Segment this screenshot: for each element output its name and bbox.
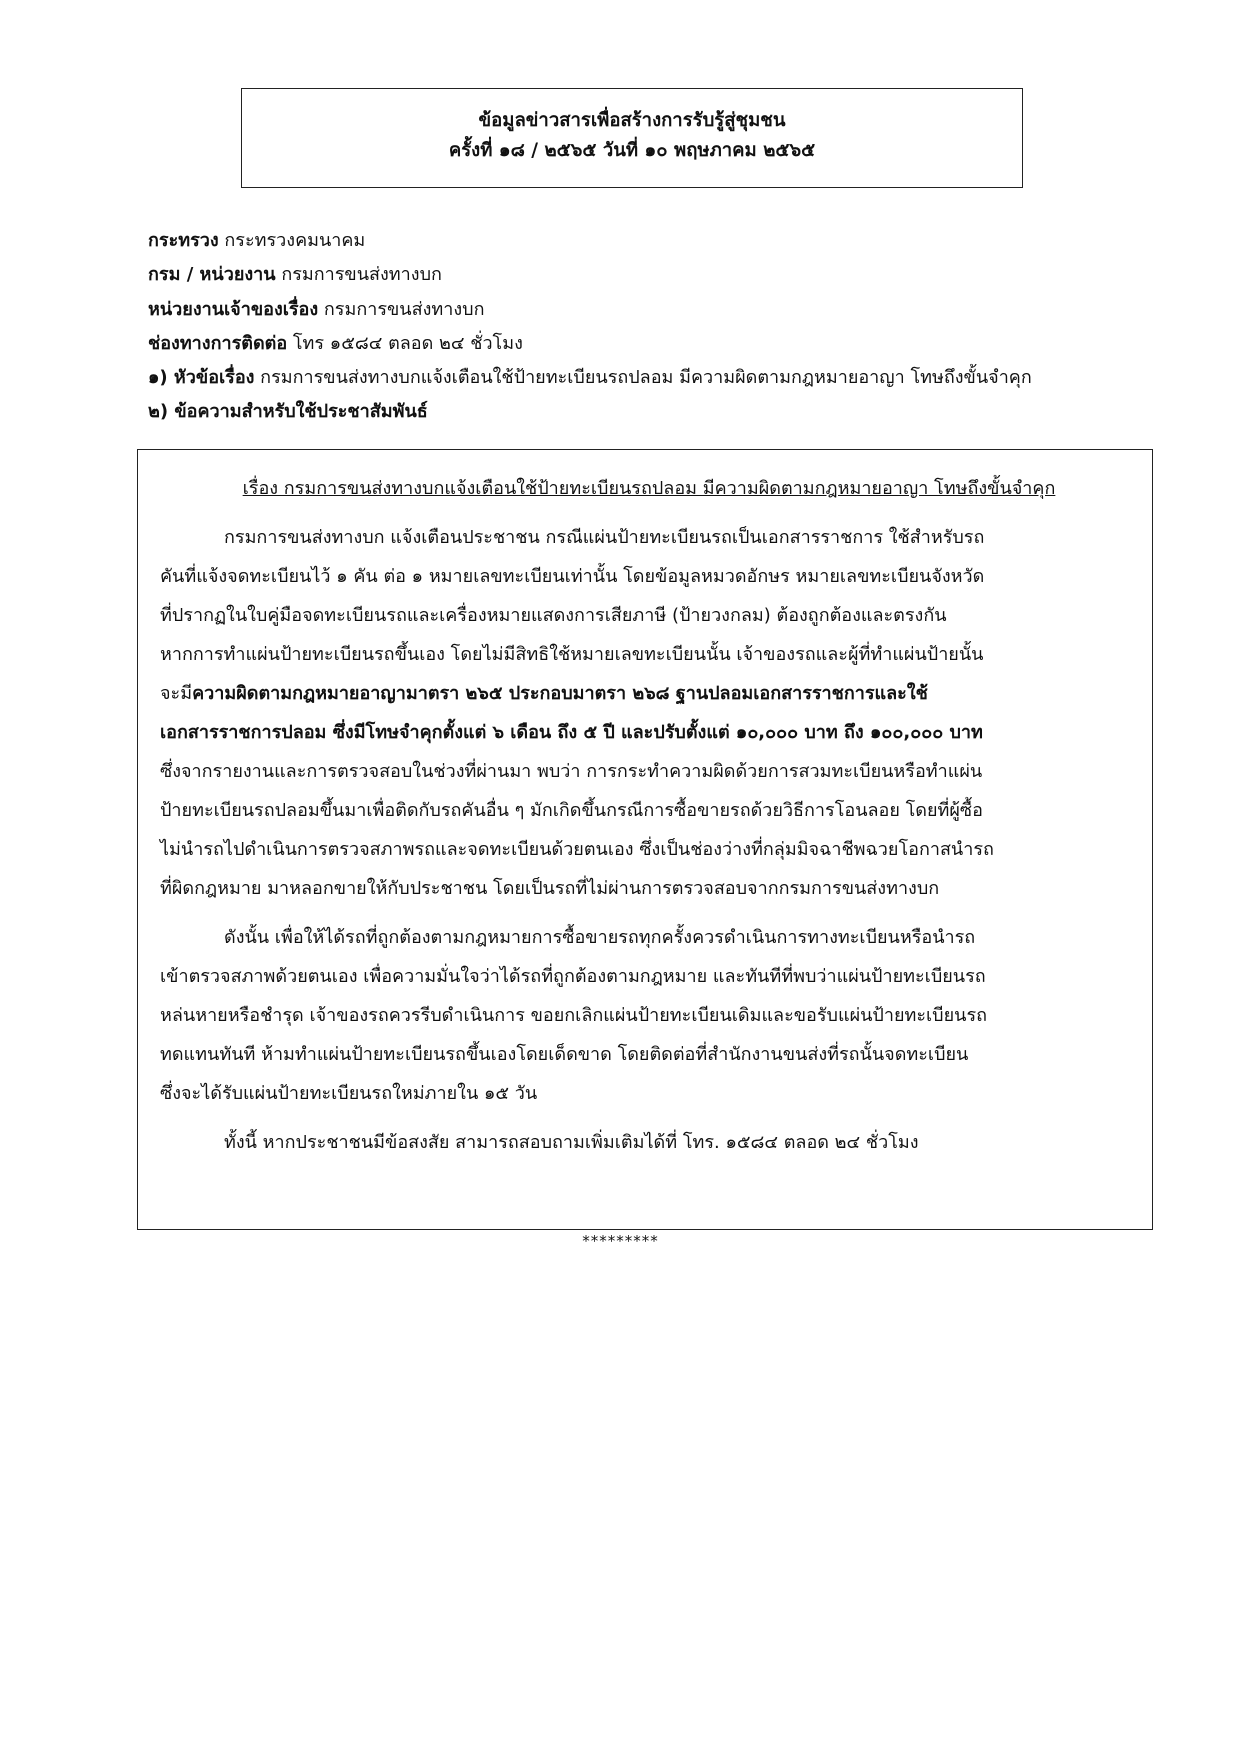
meta-topic-value: กรมการขนส่งทางบกแจ้งเตือนใช้ป้ายทะเบียนรถปลอม มีความผิดตามกฎหมายอาญา โทษถึงขั้นจำคุก <box>260 367 1032 389</box>
paragraph-line: ซึ่งจากรายงานและการตรวจสอบในช่วงที่ผ่านมา พบว่า การกระทำความผิดด้วยการสวมทะเบียนหรือทำแผ่น <box>160 761 983 782</box>
meta-contact-label: ช่องทางการติดต่อ <box>148 332 288 354</box>
paragraph-line: กรมการขนส่งทางบก แจ้งเตือนประชาชน กรณีแผ่นป้ายทะเบียนรถเป็นเอกสารราชการ ใช้สำหรับรถ <box>224 527 985 548</box>
meta-ministry-value: กระทรวงคมนาคม <box>224 230 366 251</box>
meta-department-value: กรมการขนส่งทางบก <box>281 264 442 286</box>
document-title-box <box>241 88 1023 188</box>
meta-owner <box>148 293 1148 327</box>
paragraph-line <box>160 674 1138 713</box>
penalty-text: เอกสารราชการปลอม ซึ่งมีโทษจำคุกตั้งแต่ ๖ เดือน ถึง ๕ ปี และปรับตั้งแต่ ๑๐,๐๐๐ บาท ถึง ๑๐๐,๐๐๐ บาท <box>160 722 983 743</box>
meta-contact-value: โทร ๑๕๘๔ ตลอด ๒๔ ชั่วโมง <box>292 332 523 354</box>
meta-pr-label: ๒) ข้อความสำหรับใช้ประชาสัมพันธ์ <box>148 401 428 423</box>
closing-paragraph: ทั้งนี้ หากประชาชนมีข้อสงสัย สามารถสอบถามเพิ่มเติมได้ที่ โทร. ๑๕๘๔ ตลอด ๒๔ ชั่วโมง <box>224 1132 919 1153</box>
meta-contact <box>148 327 1148 361</box>
paragraph-line: เข้าตรวจสภาพด้วยตนเอง เพื่อความมั่นใจว่าได้รถที่ถูกต้องตามกฎหมาย และทันทีที่พบว่าแผ่นป้ายทะเบียนรถ <box>160 966 986 987</box>
document-title: ข้อมูลข่าวสารเพื่อสร้างการรับรู้สู่ชุมชน <box>478 110 786 131</box>
paragraph-line: ซึ่งจะได้รับแผ่นป้ายทะเบียนรถใหม่ภายใน ๑๕ วัน <box>160 1083 538 1104</box>
paragraph-line: หากการทำแผ่นป้ายทะเบียนรถขึ้นเอง โดยไม่มีสิทธิใช้หมายเลขทะเบียนนั้น เจ้าของรถและผู้ที่ทำแผ่นป้ายนั้น <box>160 644 984 665</box>
paragraph-line: ดังนั้น เพื่อให้ได้รถที่ถูกต้องตามกฎหมายการซื้อขายรถทุกครั้งควรดำเนินการทางทะเบียนหรือนำรถ <box>224 927 976 948</box>
penalty-text: ความผิดตามกฎหมายอาญามาตรา ๒๖๕ ประกอบมาตรา ๒๖๘ ฐานปลอมเอกสารราชการและใช้ <box>192 683 928 704</box>
paragraph-line <box>160 713 1138 752</box>
paragraph-line: ทดแทนทันที ห้ามทำแผ่นป้ายทะเบียนรถขึ้นเองโดยเด็ดขาด โดยติดต่อที่สำนักงานขนส่งที่รถนั้นจดทะเบียน <box>160 1044 969 1065</box>
paragraph-line: ป้ายทะเบียนรถปลอมขึ้นมาเพื่อติดกับรถคันอื่น ๆ มักเกิดขึ้นกรณีการซื้อขายรถด้วยวิธีการโอนลอย โดยที่ผู้ซื้อ <box>160 800 983 821</box>
paragraph-line-plain: จะมี <box>160 683 193 704</box>
meta-pr <box>148 395 1148 429</box>
meta-ministry <box>148 224 1148 258</box>
paragraph-1 <box>160 518 1138 908</box>
meta-ministry-label: กระทรวง <box>148 230 219 251</box>
announcement-box <box>137 449 1153 1230</box>
meta-topic <box>148 361 1148 395</box>
meta-department <box>148 258 1148 292</box>
paragraph-line: ที่ผิดกฎหมาย มาหลอกขายให้กับประชาชน โดยเป็นรถที่ไม่ผ่านการตรวจสอบจากกรมการขนส่งทางบก <box>160 878 940 899</box>
paragraph-line: หล่นหายหรือชำรุด เจ้าของรถควรรีบดำเนินการ ขอยกเลิกแผ่นป้ายทะเบียนเดิมและขอรับแผ่นป้ายทะเบียนรถ <box>160 1005 988 1026</box>
paragraph-line: คันที่แจ้งจดทะเบียนไว้ ๑ คัน ต่อ ๑ หมายเลขทะเบียนเท่านั้น โดยข้อมูลหมวดอักษร หมายเลขทะเบียนจังหวัด <box>160 566 985 587</box>
paragraph-line: ที่ปรากฏในใบคู่มือจดทะเบียนรถและเครื่องหมายแสดงการเสียภาษี (ป้ายวงกลม) ต้องถูกต้องและตรงกัน <box>160 605 947 626</box>
end-marker: ********* <box>582 1232 659 1250</box>
paragraph-2 <box>160 918 1138 1113</box>
meta-topic-label: ๑) หัวข้อเรื่อง <box>148 367 255 389</box>
meta-owner-label: หน่วยงานเจ้าของเรื่อง <box>148 298 319 320</box>
meta-department-label: กรม / หน่วยงาน <box>148 264 276 286</box>
paragraph-line: ไม่นำรถไปดำเนินการตรวจสภาพรถและจดทะเบียนด้วยตนเอง ซึ่งเป็นช่องว่างที่กลุ่มมิจฉาชีพฉวยโอกาสนำรถ <box>160 839 994 860</box>
announcement-subject: เรื่อง กรมการขนส่งทางบกแจ้งเตือนใช้ป้ายทะเบียนรถปลอม มีความผิดตามกฎหมายอาญา โทษถึงขั้นจำคุก <box>242 478 1056 499</box>
meta-owner-value: กรมการขนส่งทางบก <box>323 298 485 320</box>
document-meta <box>148 224 1148 430</box>
document-issue-date: ครั้งที่ ๑๘ / ๒๕๖๕ วันที่ ๑๐ พฤษภาคม ๒๕๖๕ <box>448 140 816 161</box>
